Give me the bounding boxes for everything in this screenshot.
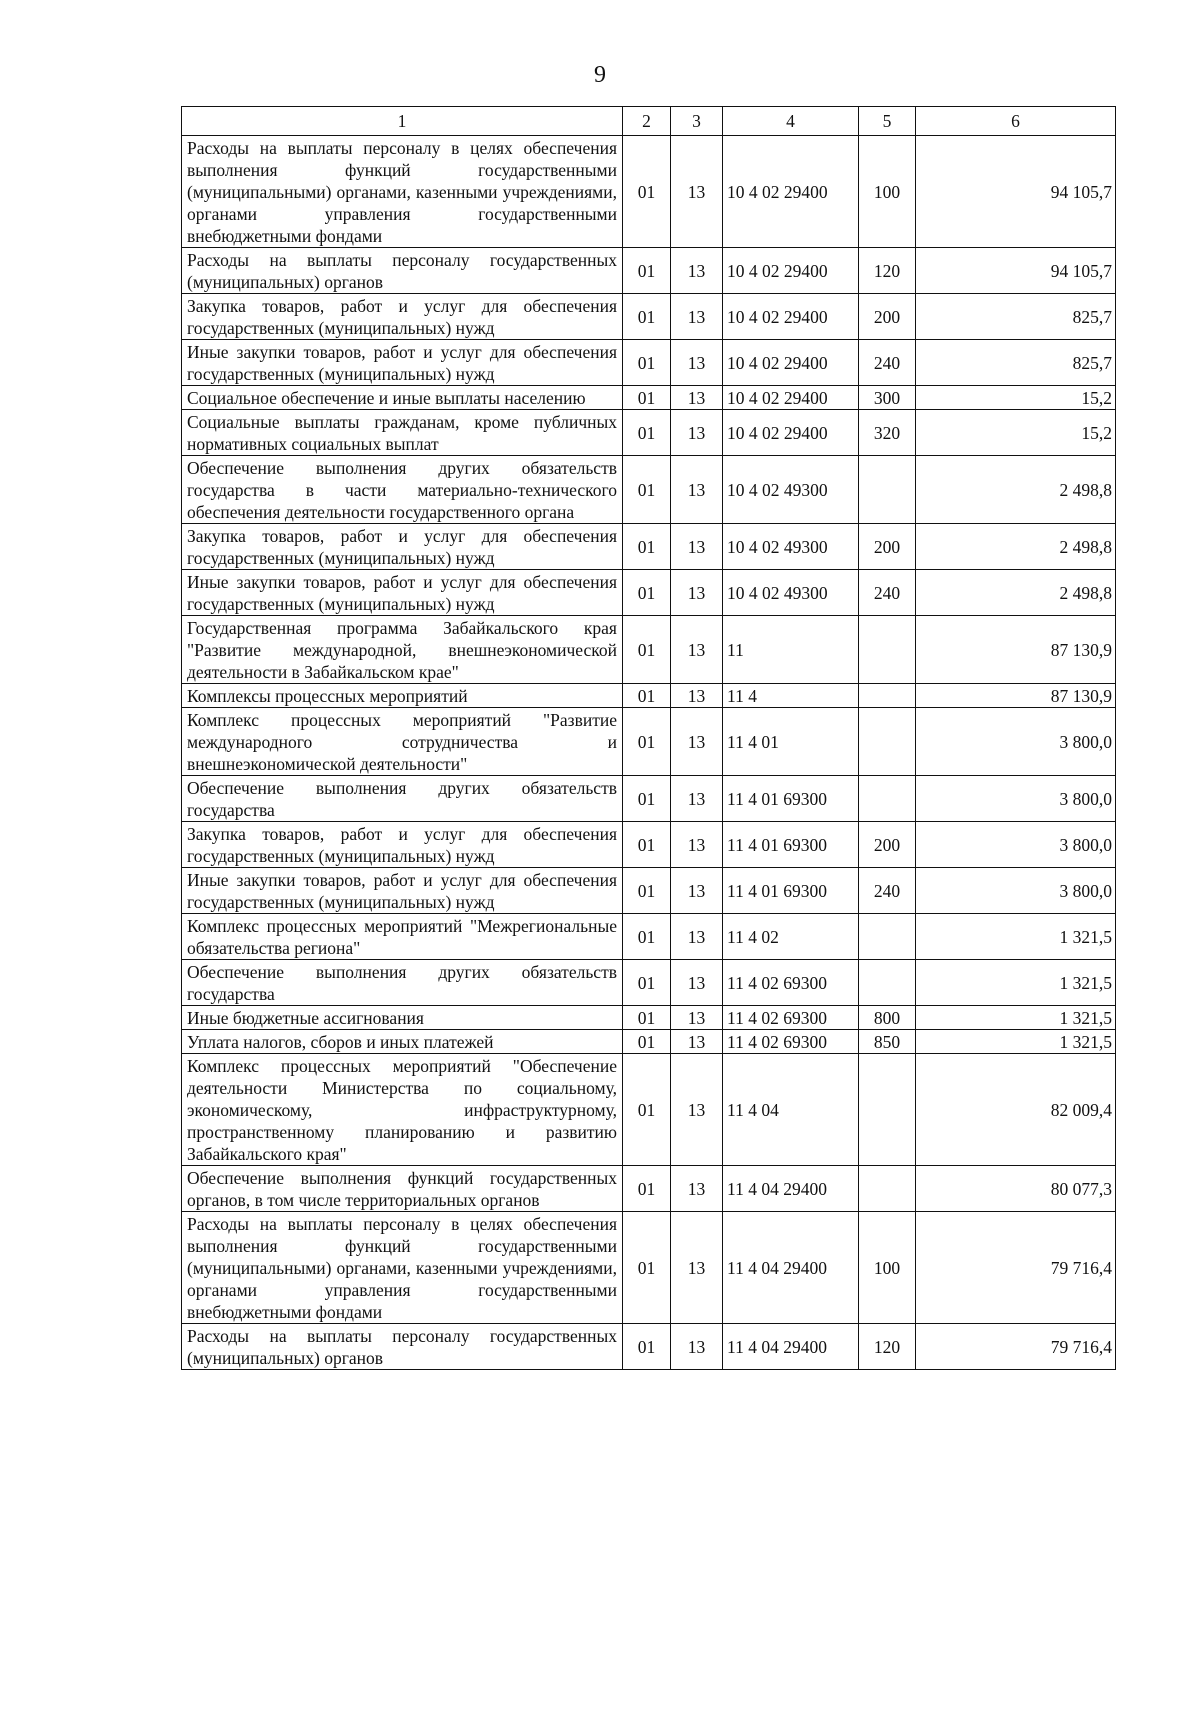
row-amount: 82 009,4 [916,1054,1116,1166]
table-row [182,294,1116,340]
table-row [182,1054,1116,1166]
row-description: Комплекс процессных мероприятий "Межрегиональные обязательства региона" [182,914,623,960]
row-chapter-code: 01 [623,708,671,776]
row-subsection-code: 13 [671,822,723,868]
row-target-article-code: 11 4 02 69300 [723,1006,859,1030]
table-row [182,616,1116,684]
row-description: Закупка товаров, работ и услуг для обеспечения государственных (муниципальных) нужд [182,524,623,570]
row-expense-type-code [859,1166,916,1212]
row-expense-type-code [859,616,916,684]
budget-table [181,106,1116,1370]
row-subsection-code: 13 [671,1054,723,1166]
row-subsection-code: 13 [671,340,723,386]
row-amount: 94 105,7 [916,248,1116,294]
row-amount: 3 800,0 [916,822,1116,868]
header-col-4: 4 [723,107,859,136]
table-row [182,822,1116,868]
row-description: Закупка товаров, работ и услуг для обеспечения государственных (муниципальных) нужд [182,822,623,868]
table-row [182,776,1116,822]
row-expense-type-code: 850 [859,1030,916,1054]
row-subsection-code: 13 [671,960,723,1006]
table-row [182,570,1116,616]
row-subsection-code: 13 [671,1030,723,1054]
table-row [182,136,1116,248]
row-chapter-code: 01 [623,524,671,570]
row-expense-type-code [859,708,916,776]
row-target-article-code: 10 4 02 29400 [723,248,859,294]
row-target-article-code: 10 4 02 29400 [723,340,859,386]
row-target-article-code: 10 4 02 29400 [723,136,859,248]
row-chapter-code: 01 [623,684,671,708]
row-chapter-code: 01 [623,1212,671,1324]
row-chapter-code: 01 [623,1054,671,1166]
row-subsection-code: 13 [671,248,723,294]
row-target-article-code: 10 4 02 29400 [723,410,859,456]
table-row [182,684,1116,708]
table-row [182,914,1116,960]
table-row [182,340,1116,386]
row-description: Иные бюджетные ассигнования [182,1006,623,1030]
row-expense-type-code [859,456,916,524]
row-target-article-code: 11 4 04 [723,1054,859,1166]
row-description: Комплекс процессных мероприятий "Развитие международного сотрудничества и внешнеэкономической деятельности" [182,708,623,776]
row-target-article-code: 10 4 02 29400 [723,386,859,410]
row-description: Уплата налогов, сборов и иных платежей [182,1030,623,1054]
row-amount: 79 716,4 [916,1324,1116,1370]
row-expense-type-code: 300 [859,386,916,410]
table-row [182,410,1116,456]
table-row [182,456,1116,524]
row-amount: 825,7 [916,294,1116,340]
table-row [182,868,1116,914]
row-expense-type-code [859,1054,916,1166]
row-amount: 2 498,8 [916,456,1116,524]
row-expense-type-code: 240 [859,570,916,616]
header-col-2: 2 [623,107,671,136]
row-chapter-code: 01 [623,294,671,340]
table-row [182,1324,1116,1370]
row-subsection-code: 13 [671,410,723,456]
row-subsection-code: 13 [671,868,723,914]
row-subsection-code: 13 [671,776,723,822]
row-description: Иные закупки товаров, работ и услуг для обеспечения государственных (муниципальных) нужд [182,868,623,914]
row-description: Обеспечение выполнения других обязательств государства [182,776,623,822]
row-amount: 825,7 [916,340,1116,386]
header-col-3: 3 [671,107,723,136]
row-amount: 3 800,0 [916,868,1116,914]
row-expense-type-code: 120 [859,248,916,294]
row-target-article-code: 11 [723,616,859,684]
header-row [182,107,1116,136]
row-chapter-code: 01 [623,1030,671,1054]
row-subsection-code: 13 [671,1212,723,1324]
row-description: Комплекс процессных мероприятий "Обеспечение деятельности Министерства по социальному, экономическому, инфраструктурному, пространственному планированию и развитию Забайкальского края" [182,1054,623,1166]
row-description: Закупка товаров, работ и услуг для обеспечения государственных (муниципальных) нужд [182,294,623,340]
row-amount: 1 321,5 [916,914,1116,960]
row-description: Государственная программа Забайкальского края "Развитие международной, внешнеэкономической деятельности в Забайкальском крае" [182,616,623,684]
row-expense-type-code [859,960,916,1006]
row-target-article-code: 11 4 01 69300 [723,822,859,868]
row-description: Расходы на выплаты персоналу в целях обеспечения выполнения функций государственными (муниципальными) органами, казенными учреждениями, органами управления государственными внебюджетными фондами [182,136,623,248]
row-chapter-code: 01 [623,868,671,914]
row-amount: 15,2 [916,386,1116,410]
row-target-article-code: 10 4 02 49300 [723,570,859,616]
row-chapter-code: 01 [623,822,671,868]
row-amount: 87 130,9 [916,616,1116,684]
row-amount: 87 130,9 [916,684,1116,708]
row-target-article-code: 10 4 02 49300 [723,524,859,570]
row-chapter-code: 01 [623,776,671,822]
table-row [182,248,1116,294]
row-target-article-code: 11 4 01 69300 [723,868,859,914]
row-subsection-code: 13 [671,524,723,570]
row-target-article-code: 11 4 01 [723,708,859,776]
row-target-article-code: 11 4 04 29400 [723,1166,859,1212]
row-subsection-code: 13 [671,708,723,776]
row-subsection-code: 13 [671,456,723,524]
header-col-1: 1 [182,107,623,136]
row-amount: 3 800,0 [916,776,1116,822]
row-amount: 2 498,8 [916,570,1116,616]
table-row [182,1166,1116,1212]
row-amount: 3 800,0 [916,708,1116,776]
row-expense-type-code: 120 [859,1324,916,1370]
row-expense-type-code [859,914,916,960]
row-chapter-code: 01 [623,136,671,248]
row-amount: 15,2 [916,410,1116,456]
row-expense-type-code: 320 [859,410,916,456]
row-amount: 79 716,4 [916,1212,1116,1324]
row-chapter-code: 01 [623,1166,671,1212]
table-row [182,960,1116,1006]
table-body [182,136,1116,1370]
row-subsection-code: 13 [671,684,723,708]
row-chapter-code: 01 [623,914,671,960]
row-description: Социальное обеспечение и иные выплаты населению [182,386,623,410]
row-description: Иные закупки товаров, работ и услуг для обеспечения государственных (муниципальных) нужд [182,570,623,616]
row-amount: 1 321,5 [916,1006,1116,1030]
table-row [182,1006,1116,1030]
row-expense-type-code: 100 [859,1212,916,1324]
row-target-article-code: 11 4 04 29400 [723,1324,859,1370]
row-amount: 1 321,5 [916,1030,1116,1054]
row-chapter-code: 01 [623,456,671,524]
row-description: Социальные выплаты гражданам, кроме публичных нормативных социальных выплат [182,410,623,456]
row-description: Обеспечение выполнения других обязательств государства [182,960,623,1006]
row-expense-type-code: 800 [859,1006,916,1030]
row-target-article-code: 11 4 01 69300 [723,776,859,822]
row-description: Иные закупки товаров, работ и услуг для обеспечения государственных (муниципальных) нужд [182,340,623,386]
row-amount: 80 077,3 [916,1166,1116,1212]
row-amount: 2 498,8 [916,524,1116,570]
row-chapter-code: 01 [623,386,671,410]
header-col-5: 5 [859,107,916,136]
row-description: Обеспечение выполнения других обязательств государства в части материально-технического обеспечения деятельности государственного органа [182,456,623,524]
row-description: Расходы на выплаты персоналу государственных (муниципальных) органов [182,1324,623,1370]
row-expense-type-code: 200 [859,524,916,570]
row-amount: 1 321,5 [916,960,1116,1006]
row-description: Расходы на выплаты персоналу государственных (муниципальных) органов [182,248,623,294]
row-subsection-code: 13 [671,1006,723,1030]
row-expense-type-code [859,684,916,708]
row-subsection-code: 13 [671,136,723,248]
row-amount: 94 105,7 [916,136,1116,248]
row-subsection-code: 13 [671,1324,723,1370]
row-subsection-code: 13 [671,570,723,616]
row-subsection-code: 13 [671,914,723,960]
page-number: 9 [594,62,606,88]
row-description: Обеспечение выполнения функций государственных органов, в том числе территориальных органов [182,1166,623,1212]
row-chapter-code: 01 [623,960,671,1006]
row-expense-type-code [859,776,916,822]
row-chapter-code: 01 [623,1006,671,1030]
row-chapter-code: 01 [623,570,671,616]
row-chapter-code: 01 [623,340,671,386]
row-target-article-code: 11 4 02 69300 [723,1030,859,1054]
row-expense-type-code: 200 [859,822,916,868]
table-row [182,708,1116,776]
table-row [182,524,1116,570]
row-target-article-code: 11 4 04 29400 [723,1212,859,1324]
row-expense-type-code: 200 [859,294,916,340]
row-subsection-code: 13 [671,386,723,410]
row-target-article-code: 10 4 02 29400 [723,294,859,340]
row-expense-type-code: 100 [859,136,916,248]
row-chapter-code: 01 [623,248,671,294]
row-expense-type-code: 240 [859,868,916,914]
table-row [182,1212,1116,1324]
table-row [182,1030,1116,1054]
row-subsection-code: 13 [671,1166,723,1212]
row-description: Расходы на выплаты персоналу в целях обеспечения выполнения функций государственными (муниципальными) органами, казенными учреждениями, органами управления государственными внебюджетными фондами [182,1212,623,1324]
row-subsection-code: 13 [671,294,723,340]
row-target-article-code: 11 4 02 69300 [723,960,859,1006]
row-target-article-code: 10 4 02 49300 [723,456,859,524]
row-target-article-code: 11 4 02 [723,914,859,960]
row-description: Комплексы процессных мероприятий [182,684,623,708]
row-chapter-code: 01 [623,616,671,684]
row-target-article-code: 11 4 [723,684,859,708]
header-col-6: 6 [916,107,1116,136]
row-chapter-code: 01 [623,1324,671,1370]
row-expense-type-code: 240 [859,340,916,386]
table-row [182,386,1116,410]
row-chapter-code: 01 [623,410,671,456]
row-subsection-code: 13 [671,616,723,684]
